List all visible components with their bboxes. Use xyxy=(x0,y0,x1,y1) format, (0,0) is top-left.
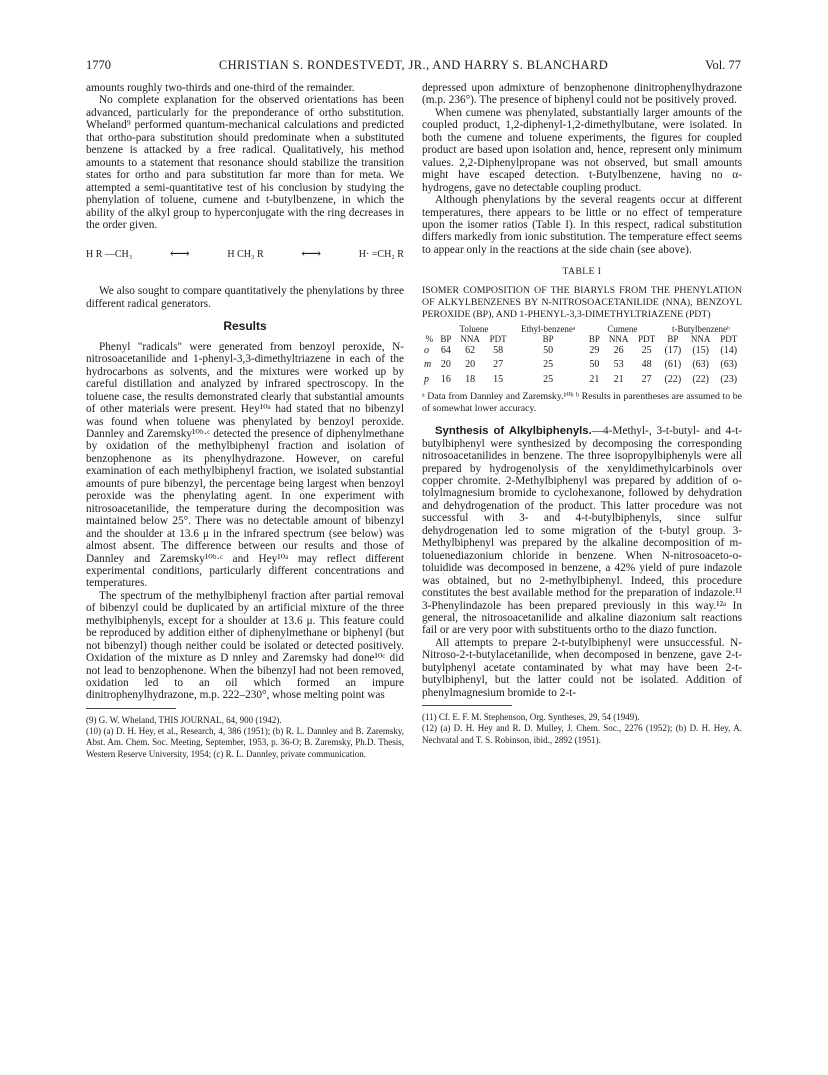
table-row xyxy=(422,344,742,358)
table-group-header: Ethyl-benzeneᵃ xyxy=(520,323,576,334)
table-cell: m xyxy=(424,359,432,371)
table-cell: 18 xyxy=(465,373,476,385)
footnote-rule xyxy=(86,708,176,709)
table-cell: 64 xyxy=(440,344,451,356)
table-column-header: NNA xyxy=(460,333,480,344)
footnote: (12) (a) D. H. Hey and R. D. Mulley, J. Chem. Soc., 2276 (1952); (b) D. H. Hey, A. Nechvatal and T. S. Robinson, ibid., 2892 (1951). xyxy=(422,723,742,745)
table-group-header: t-Butylbenzeneᵇ xyxy=(672,323,730,334)
section-heading-results: Results xyxy=(223,319,267,334)
footnote-rule xyxy=(422,705,512,706)
resonance-arrow-icon: ⟷ xyxy=(301,247,322,263)
table-column-header: PDT xyxy=(638,333,656,344)
volume-label: Vol. 77 xyxy=(705,58,741,72)
running-authors: CHRISTIAN S. RONDESTVEDT, JR., AND HARRY S. BLANCHARD xyxy=(218,58,609,72)
table-column-header: PDT xyxy=(489,333,507,344)
page-header xyxy=(86,58,741,74)
paragraph xyxy=(422,425,742,637)
table-cell: 50 xyxy=(589,359,600,371)
table-cell: (14) xyxy=(720,344,738,356)
resonance-arrow-icon: ⟷ xyxy=(169,247,190,263)
table-cell: (22) xyxy=(692,373,710,385)
table-cell: 50 xyxy=(543,344,554,356)
section-heading-synthesis: Synthesis of Alkylbiphenyls. xyxy=(435,425,592,438)
table-cell: o xyxy=(424,344,429,356)
table-column-header: NNA xyxy=(608,333,629,344)
footnote: (10) (a) D. H. Hey, et al., Research, 4, 386 (1951); (b) R. L. Dannley and B. Zaremsky, Abst. Am. Chem. Soc. Meeting, September, 1953, p. 36-O; B. Zaremsky, Ph.D. Thesis, Western Reserve University, 1954; (c) R. L. Dannley, private communication. xyxy=(86,726,404,759)
table-row xyxy=(422,358,742,372)
table-cell: 62 xyxy=(465,344,476,356)
table-column-header: NNA xyxy=(690,333,711,344)
isomer-table xyxy=(422,324,742,387)
table-cell: (63) xyxy=(720,359,738,371)
table-header-row xyxy=(422,334,742,344)
paragraph: We also sought to compare quantitatively the phenylations by three different radical generators. xyxy=(86,285,404,310)
table-cell: 26 xyxy=(613,344,624,356)
table-cell: 20 xyxy=(440,359,451,371)
left-column xyxy=(86,82,404,760)
resonance-structures xyxy=(86,235,404,275)
right-column xyxy=(422,82,742,746)
table-column-header: BP xyxy=(588,333,600,344)
table-cell: 25 xyxy=(641,344,652,356)
table-column-header: BP xyxy=(542,333,554,344)
table-body xyxy=(422,344,742,387)
table-cell: 27 xyxy=(493,359,504,371)
paragraph: All attempts to prepare 2-t-butylbiphenyl were unsuccessful. N-Nitroso-2-t-butylacetanilide, when decomposed in benzene, gave 2-t-butylphenyl acetate contaminated by what may have been 2-t-butylbiphenyl, but the latter could not be isolated. Addition of phenylmagnesium bromide to 2-t- xyxy=(422,636,742,699)
table-row xyxy=(422,373,742,387)
table-cell: p xyxy=(424,373,429,385)
paragraph: amounts roughly two-thirds and one-third of the remainder. xyxy=(86,82,355,94)
table-cell: 53 xyxy=(613,359,624,371)
table-caption: ISOMER COMPOSITION OF THE BIARYLS FROM THE PHENYLATION OF ALKYLBENZENES BY N-NITROSOACETANILIDE (NNA), BENZOYL PEROXIDE (BP), AND 1-PHENYL-3,3-DIMETHYLTRIAZENE (PDT) xyxy=(422,284,742,320)
structure-1: H R —CH₃ xyxy=(86,249,133,261)
footnotes xyxy=(86,715,404,760)
table-cell: 16 xyxy=(440,373,451,385)
paragraph: depressed upon admixture of benzophenone dinitrophenylhydrazone (m.p. 236°). The presence of biphenyl could not be positively proved. xyxy=(422,82,742,107)
table-cell: (63) xyxy=(692,359,710,371)
table-cell: (23) xyxy=(720,373,738,385)
table-group-header: Toluene xyxy=(459,323,489,334)
paragraph: The spectrum of the methylbiphenyl fraction after partial removal of bibenzyl could be duplicated by an artificial mixture of the three methylbiphenyls, except for a shoulder at 13.6 μ. This feature could be reproduced by addition either of diphenylmethane or biphenyl (but not bibenzyl) though neither could be isolated or detected positively. Oxidation of the mixture as D nnley and Zaremsky had done¹⁰ᶜ did not lead to benzophenone. When the bibenzyl had not been removed, oxidation led to an oil which formed an impure dinitrophenylhydrazone, m.p. 222–230°, whose melting point was xyxy=(86,589,404,702)
page-number: 1770 xyxy=(86,58,111,72)
table-cell: (15) xyxy=(692,344,710,356)
table-cell: 48 xyxy=(641,359,652,371)
footnote: (9) G. W. Wheland, THIS JOURNAL, 64, 900 (1942). xyxy=(86,714,282,725)
table-cell: 21 xyxy=(589,373,600,385)
table-column-header: BP xyxy=(667,333,679,344)
paragraph: Although phenylations by the several reagents occur at different temperatures, there appears to be little or no effect of temperature upon the isomer ratios (Table I). In this respect, radical substitution differs markedly from ionic substitution. The temperature effect seems to appear only in the reactions at the side chain (see above). xyxy=(422,194,742,256)
table-cell: (61) xyxy=(664,359,682,371)
table-cell: (17) xyxy=(664,344,682,356)
table-cell: 21 xyxy=(613,373,624,385)
table-cell: 58 xyxy=(493,344,504,356)
table-cell: 20 xyxy=(465,359,476,371)
table-column-header: % xyxy=(425,333,433,344)
table-title: TABLE I xyxy=(562,267,602,278)
table-group-header: Cumene xyxy=(607,323,638,334)
table-cell: 27 xyxy=(641,373,652,385)
paragraph: Phenyl "radicals" were generated from benzoyl peroxide, N-nitrosoacetanilide and 1-phenyl-3,3-dimethyltriazene in each of the hydrocarbons as solvents, and the mixtures were worked up by careful distillation and analyzed by infrared spectroscopy. In the toluene case, the results demonstrated clearly that substantial amounts of other materials were present. Hey¹⁰ᵃ had stated that no bibenzyl was found when toluene was phenylated by benzoyl peroxide. Dannley and Zaremsky¹⁰ᵇ·ᶜ detected the presence of diphenylmethane by oxidation of the methylbiphenyl fraction and isolation of benzophenone as its phenylhydrazone. However, on careful examination of each methylbiphenyl fraction, we isolated substantial amounts of pure bibenzyl, the percentage being largest when benzoyl peroxide was the phenylating agent. In one experiment with nitrosoacetanilide, the temperature during the decomposition was maintained below 25°. There was no detectable amount of bibenzyl and the shoulder at 13.6 μ in the infrared spectrum (see below) was almost absent. The difference between our results and those of Dannley and Zaremsky¹⁰ᵇ·ᶜ and Hey¹⁰ᵃ may reflect different experimental conditions, particularly different concentrations and temperatures. xyxy=(86,340,404,590)
table-column-header: PDT xyxy=(720,333,738,344)
table-cell: 29 xyxy=(589,344,600,356)
paragraph-text: —4-Methyl-, 3-t-butyl- and 4-t-butylbiphenyl were synthesized by decomposing the corresponding nitrosoacetanilides in benzene. The three isopropylbiphenyls were all prepared by hydrogenolysis of the xenyldimethylcarbinols over copper chromite. 2-Methylbiphenyl was prepared by addition of o-tolylmagnesium bromide to cyclohexanone, followed by dehydration and dehydrogenation of the product. This latter procedure was not successful with 3- and 4-t-butylbiphenyls, since sulfur dehydrogenation led to some migration of the t-butyl group. 3-Methylbiphenyl was prepared by the alkaline decomposition of m-toluenediazonium chloride in benzene. When N-nitrosoaceto-o-toluidide was decomposed in benzene, a 42% yield of pure indazole was obtained, but no 2-methylbiphenyl. Indeed, this procedure constitutes the best available method for the preparation of indazole.¹¹ 3-Phenylindazole has been prepared previously in this way.¹²ᵃ In general, the nitrosoacetanilide and alkaline diazonium salt reactions fail or are very poor with substituents ortho to the diazo function. xyxy=(422,425,742,637)
structure-2: H CH₃ R xyxy=(227,249,264,261)
table-column-header: BP xyxy=(440,333,452,344)
table-cell: 25 xyxy=(543,359,554,371)
table-group-row xyxy=(422,324,742,334)
footnote: (11) Cf. E. F. M. Stephenson, Org. Syntheses, 29, 54 (1949). xyxy=(422,712,640,723)
table-cell: (22) xyxy=(664,373,682,385)
table-footnote: ᵃ Data from Dannley and Zaremsky.¹⁰ᵇ ᵇ Results in parentheses are assumed to be of somewhat lower accuracy. xyxy=(422,391,742,415)
paragraph: When cumene was phenylated, substantially larger amounts of the coupled product, 1,2-diphenyl-1,2-dimethylbutane, were isolated. In both the cumene and toluene experiments, the figures for coupled product are based upon isolation and, hence, represent only minimum values. 2,2-Diphenylpropane was not observed, but small amounts might have escaped detection. t-Butylbenzene, having no α-hydrogens, gave no detectable coupling product. xyxy=(422,106,742,194)
structure-3: H· =CH₂ R xyxy=(358,249,404,261)
footnotes xyxy=(422,712,742,746)
table-cell: 15 xyxy=(493,373,504,385)
paragraph: No complete explanation for the observed orientations has been advanced, particularly for the preponderance of ortho substitution. Wheland⁹ performed quantum-mechanical calculations and predicted that ortho-para substitution should predominate when a substituted benzene is attacked by a free radical. Qualitatively, his method amounts to a statement that resonance should stabilize the transition states for ortho and para substitution far more than for meta. We attempted a semi-quantitative test of his conclusion by studying the phenylation of toluene, cumene and t-butylbenzene, in which the ability of the alkyl group to hyperconjugate with the ring decreases in the order given. xyxy=(86,94,404,231)
table-cell: 25 xyxy=(543,373,554,385)
